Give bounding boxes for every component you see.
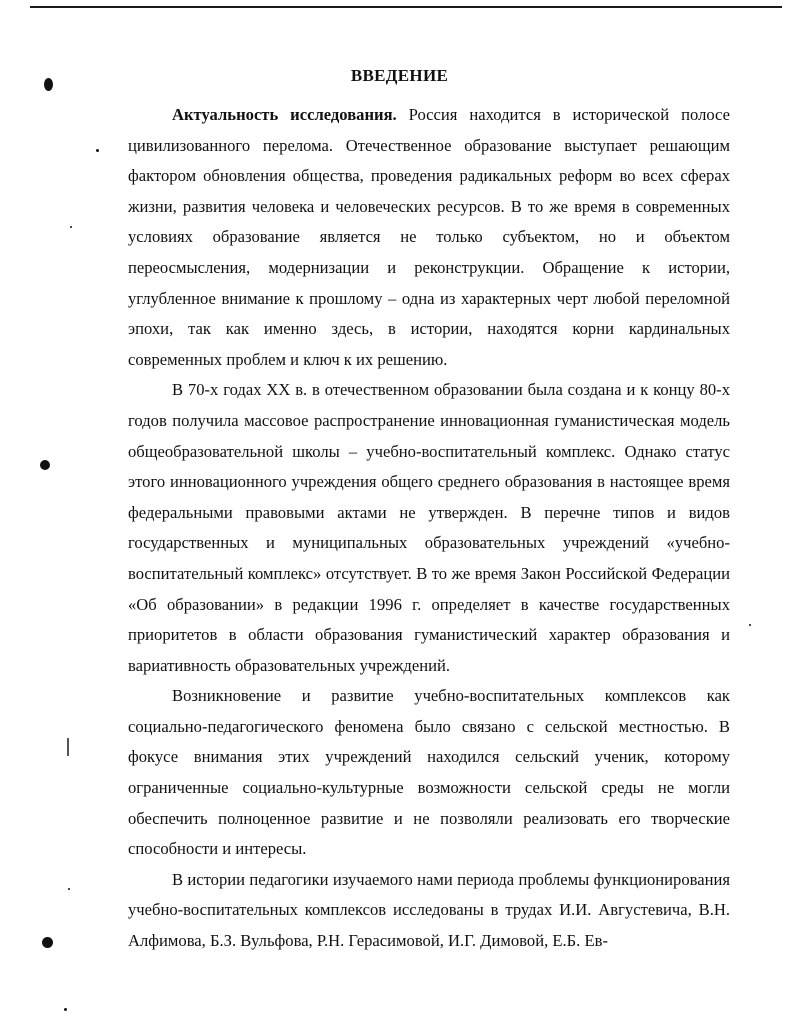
scan-speck xyxy=(749,624,751,626)
top-border-line xyxy=(30,6,782,8)
page-title: ВВЕДЕНИЕ xyxy=(350,66,449,85)
relevance-text: Россия находится в исторической полосе цивилизованного перелома. Отечественное образование выступает решающим фактором обновления общества, проведения радикальных реформ во всех сферах жизни, развития человека и человеческих ресурсов. В то же время в современных условиях образование является не только субъектом, но и объектом переосмысления, модернизации и реконструкции. Обращение к истории, углубленное внимание к прошлому – одна из характерных черт любой переломной эпохи, так как именно здесь, в истории, находятся корни кардинальных современных проблем и ключ к их решению. xyxy=(128,105,730,369)
paragraph-historiography: В истории педагогики изучаемого нами периода проблемы функционирования учебно-воспитательных комплексов исследованы в трудах И.И. Августевича, В.Н. Алфимова, Б.З. Вульфова, Р.Н. Герасимовой, И.Г. Димовой, Е.Б. Ев- xyxy=(128,869,730,951)
paragraph-relevance xyxy=(128,100,730,375)
scan-speck xyxy=(67,738,69,756)
body-text xyxy=(128,100,730,957)
relevance-lead: Актуальность исследования. xyxy=(172,105,397,124)
paragraph-rural-origin: Возникновение и развитие учебно-воспитательных комплексов как социально-педагогического феномена было связано с сельской местностью. В фокусе внимания этих учреждений находился сельский ученик, которому ограниченные социально-культурные возможности сельской среды не могли обеспечить полноценное развитие и не позволяли реализовать его творческие способности и интересы. xyxy=(128,686,730,859)
scan-speck xyxy=(96,149,99,152)
paragraph-1970s-model: В 70-х годах XX в. в отечественном образовании была создана и к концу 80-х годов получила массовое распространение инновационная гуманистическая модель общеобразовательной школы – учебно-воспитательный комплекс. Однако статус этого инновационного учреждения общего среднего образования в настоящее время федеральными правовыми актами не утвержден. В перечне типов и видов государственных и муниципальных образовательных учреждений «учебно-воспитательный комплекс» отсутствует. В то же время Закон Российской Федерации «Об образовании» в редакции 1996 г. определяет в качестве государственных приоритетов в области образования гуманистический характер образования и вариативность образовательных учреждений. xyxy=(128,380,730,675)
scan-speck xyxy=(68,888,70,890)
scan-speck xyxy=(40,460,50,470)
scan-speck xyxy=(70,226,72,228)
scan-speck xyxy=(64,1008,67,1011)
scan-speck xyxy=(42,937,53,948)
